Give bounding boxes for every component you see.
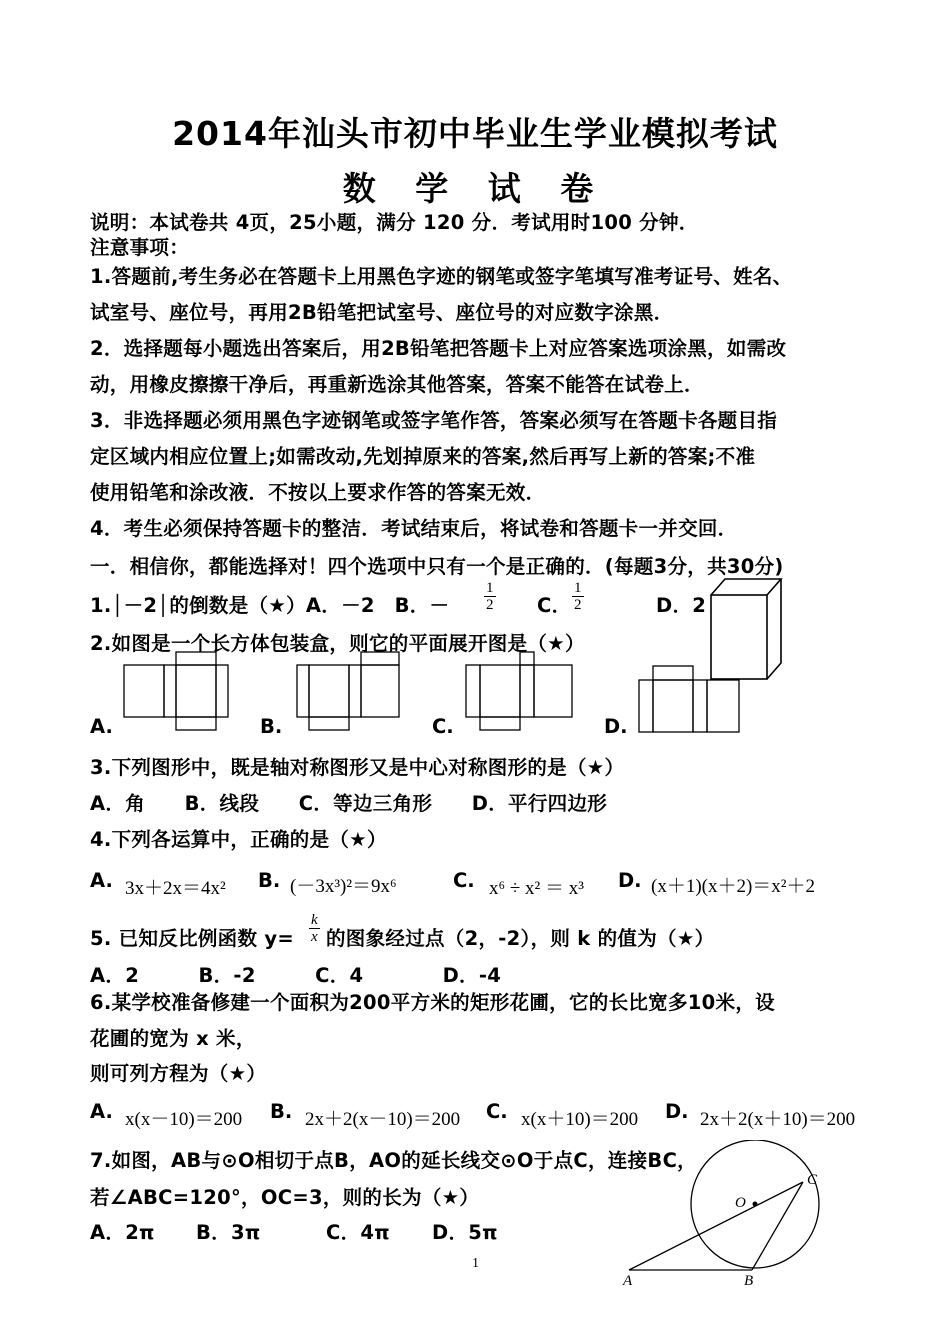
question-2-stem: 2.如图是一个长方体包装盒，则它的平面展开图是（★） [90, 632, 585, 655]
question-1-option-d: D．2 [656, 594, 707, 617]
question-6-expr-a: x(x－10)＝200 [125, 1109, 243, 1130]
notes-heading: 注意事项： [90, 236, 190, 259]
question-7-line: 若∠ABC=120°，OC=3，则的长为（★） [90, 1186, 480, 1209]
exam-title: 2014年汕头市初中毕业生学业模拟考试 [172, 114, 778, 153]
question-6-line: 花圃的宽为 x 米， [90, 1027, 256, 1050]
note-line: 试室号、座位号，再用2B铅笔把试室号、座位号的对应数字涂黑． [90, 301, 674, 324]
question-5-stem: 5. 已知反比例函数 y= [90, 927, 295, 950]
note-line: 定区域内相应位置上;如需改动,先划掉原来的答案,然后再写上新的答案;不准 [90, 445, 756, 468]
question-1-stem: 1.│－2│的倒数是（★）A．－2 B．－ [90, 594, 450, 617]
question-7-option: A．2π [90, 1221, 155, 1244]
question-6-line: 6.某学校准备修建一个面积为200平方米的矩形花圃，它的长比宽多10米，设 [90, 991, 775, 1014]
question-1-option-c: C． [537, 594, 572, 617]
point-label: C [807, 1172, 818, 1188]
question-7-option: D．5π [432, 1221, 498, 1244]
note-line: 3．非选择题必须用黑色字迹钢笔或签字笔作答，答案必须写在答题卡各题目指 [90, 409, 778, 432]
intro-line: 说明：本试卷共 4页，25小题，满分 120 分．考试用时100 分钟． [90, 211, 699, 234]
option-label: D. [604, 715, 628, 738]
question-6-expr-b: 2x＋2(x－10)＝200 [305, 1109, 461, 1130]
point-label: O [735, 1195, 746, 1211]
question-4-expr-d: (x＋1)(x＋2)＝x²＋2 [651, 876, 816, 897]
option-label: B. [258, 869, 281, 892]
question-4-expr-c: x⁶ ÷ x² ＝ x³ [489, 878, 584, 899]
question-6-expr-d: 2x＋2(x＋10)＝200 [700, 1109, 856, 1130]
point-label: B [744, 1273, 754, 1288]
point-label: A [623, 1273, 633, 1288]
net-figure-b [293, 648, 403, 734]
option-label: A. [90, 715, 113, 738]
fraction-one-half: $\frac{1}{2}$ [486, 580, 494, 613]
option-label: A. [90, 869, 113, 892]
question-7-option: C．4π [326, 1221, 391, 1244]
note-line: 1.答题前,考生务必在答题卡上用黑色字迹的钢笔或签字笔填写准考证号、姓名、 [90, 265, 793, 288]
page-number: 1 [472, 1256, 479, 1271]
net-figure-a [120, 648, 230, 734]
option-label: D. [665, 1100, 689, 1123]
question-7-line: 7.如图，AB与⊙O相切于点B，AO的延长线交⊙O于点C，连接BC， [90, 1149, 697, 1172]
fraction-one-half: $\frac{1}{2}$ [574, 580, 582, 613]
question-4-stem: 4.下列各运算中，正确的是（★） [90, 828, 387, 851]
note-line: 4．考生必须保持答题卡的整洁．考试结束后，将试卷和答题卡一并交回． [90, 517, 738, 540]
option-label: D. [618, 869, 642, 892]
option-label: C. [432, 715, 454, 738]
option-label: B. [260, 715, 283, 738]
question-6-expr-c: x(x＋10)＝200 [521, 1109, 639, 1130]
section-heading: 一．相信你，都能选择对！四个选项中只有一个是正确的．(每题3分，共30分) [90, 555, 784, 578]
note-line: 使用铅笔和涂改液．不按以上要求作答的答案无效． [90, 481, 546, 504]
question-6-line: 则可列方程为（★） [90, 1062, 267, 1085]
option-label: B. [270, 1100, 293, 1123]
question-5-options: A．2 B．-2 C．4 D．-4 [90, 964, 502, 987]
note-line: 2．选择题每小题选出答案后，用2B铅笔把答题卡上对应答案选项涂黑，如需改 [90, 337, 787, 360]
option-label: C. [486, 1100, 508, 1123]
question-3-options: A．角 B．线段 C．等边三角形 D．平行四边形 [90, 792, 608, 815]
fraction-k-over-x: $\frac{k}{x}$ [311, 912, 318, 945]
option-label: C. [453, 869, 475, 892]
question-4-expr-a: 3x＋2x＝4x² [125, 878, 226, 899]
net-figure-c [462, 648, 576, 734]
question-4-expr-b: (－3x³)²＝9x⁶ [290, 876, 397, 897]
question-7-option: B．3π [196, 1221, 261, 1244]
question-5-stem-rest: 的图象经过点（2，-2），则 k 的值为（★） [326, 927, 715, 950]
exam-subtitle: 数 学 试 卷 [342, 169, 608, 208]
option-label: A. [90, 1100, 113, 1123]
note-line: 动，用橡皮擦擦干净后，再重新选涂其他答案，答案不能答在试卷上． [90, 373, 704, 396]
circle-tangent-figure [615, 1140, 835, 1288]
net-figure-d [635, 660, 745, 736]
question-3-stem: 3.下列图形中，既是轴对称图形又是中心对称图形的是（★） [90, 756, 625, 779]
